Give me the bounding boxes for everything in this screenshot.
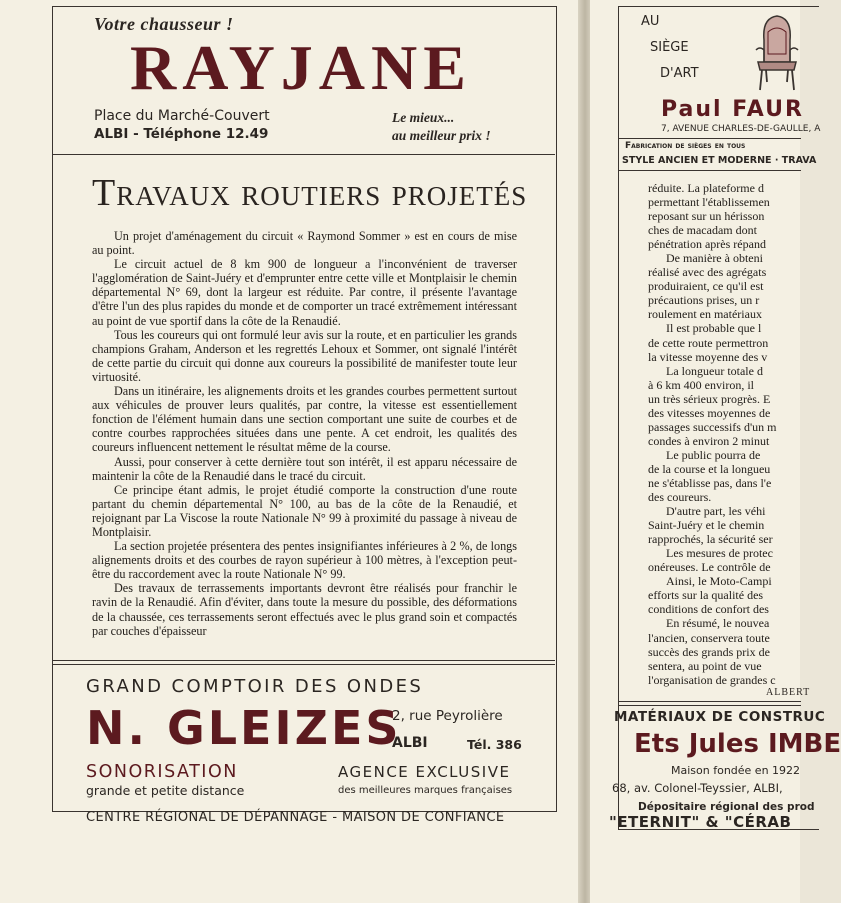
- article-paragraph: Dans un itinéraire, les alignements droits et les grandes courbes permettent surtout aux véhicules de prouver leurs qualités, par contre, la vitesse est essentiellement fonction de l'élément humain dans une section comportant une suite de courbes et de contre courbes rapprochées situées dans une pente. A cet endroit, les qualités des coureurs influencent nettement le résultat même de la course.: [92, 384, 517, 455]
- article-line: à 6 km 400 environ, il: [648, 377, 754, 392]
- article-line: Le public pourra de: [666, 447, 761, 462]
- article-line: précautions prises, un r: [648, 293, 760, 308]
- article-paragraph: Aussi, pour conserver à cette dernière tout son intérêt, il est apparu nécessaire de maintenir la côte de la Renaudié dans le tracé du circuit.: [92, 454, 517, 483]
- faure-thin-rule: [619, 138, 801, 139]
- article-paragraph: Un projet d'aménagement du circuit « Raymond Sommer » est en cours de mise au point.: [92, 229, 517, 258]
- imbert-depositary: Dépositaire régional des prod: [638, 801, 815, 813]
- gleizes-name: N. GLEIZES: [86, 701, 402, 755]
- article-line: Ainsi, le Moto-Campi: [666, 574, 772, 589]
- article-title: Travaux routiers projetés: [92, 172, 528, 214]
- article-line: roulement en matériaux: [648, 307, 762, 322]
- gleizes-agency-sub: des meilleures marques françaises: [338, 785, 513, 796]
- article-line: De manière à obteni: [666, 251, 763, 266]
- gleizes-city: ALBI: [392, 735, 428, 751]
- gleizes-footer: CENTRE RÉGIONAL DE DÉPANNAGE - MAISON DE CONFIANCE: [86, 810, 505, 825]
- article-line: de la course et la longueu: [648, 461, 771, 476]
- article-line: La longueur totale d: [666, 363, 763, 378]
- gleizes-street: 2, rue Peyrolière: [392, 708, 503, 724]
- article-line: produiraient, ce qu'il est: [648, 279, 764, 294]
- article-paragraph: La section projetée présentera des pentes insignifiantes inférieures à 2 %, de longs alignements droits et des courbes de rayon supérieur à 100 mètres, à l'exception peut-être du raccordement avec la route Nationale N° 99.: [92, 539, 517, 582]
- faure-style: STYLE ANCIEN ET MODERNE · TRAVA: [622, 155, 817, 166]
- article-line: de cette route permettron: [648, 335, 769, 350]
- article-line: réalisé avec des agrégats: [648, 265, 767, 280]
- article-line: l'ancien, conservera toute: [648, 630, 770, 645]
- article-continued: [648, 181, 808, 687]
- article-line: ne s'établisse pas, dans l'e: [648, 475, 772, 490]
- article-line: des coureurs.: [648, 490, 712, 505]
- article-line: des vitesses moyennes de: [648, 405, 771, 420]
- article-paragraph: Tous les coureurs qui ont formulé leur avis sur la route, et en particulier les grands champions Graham, Anderson et les regrettés Lehoux et Sommer, ont signalé l'intérêt de cette partie du circuit qui donne aux coureurs la possibilité de manifester toute leur virtuosité.: [92, 327, 517, 384]
- article-line: Il est probable que l: [666, 321, 762, 336]
- imbert-separator: [619, 701, 801, 706]
- rayjane-slogan-2: au meilleur prix !: [392, 128, 491, 143]
- rayjane-slogan-1: Le mieux...: [392, 110, 455, 125]
- imbert-header: MATÉRIAUX DE CONSTRUC: [614, 709, 826, 725]
- faure-line-1: AU: [641, 14, 660, 29]
- article-line: ches de macadam dont: [648, 223, 757, 238]
- imbert-address: 68, av. Colonel-Teyssier, ALBI,: [612, 781, 783, 795]
- gleizes-service-sub: grande et petite distance: [86, 783, 245, 798]
- article-line: D'autre part, les véhi: [666, 504, 766, 519]
- article-paragraph: Le circuit actuel de 8 km 900 de longueur a l'inconvénient de traverser l'agglomération de Saint-Juéry et d'emprunter entre cette ville et Montplaisir le chemin départemental N° 69, dont la largeur est réduite. Par contre, il présente l'avantage d'être l'un des plus rapides du monde et de comporter un tracé extrêmement intéressant au point de vue sportif dans la côte de la Renaudié.: [92, 257, 517, 328]
- imbert-brands: "ETERNIT" & "CÉRAB: [609, 813, 792, 831]
- article-paragraph: Ce principe étant admis, le projet étudié comporte la construction d'une route partant du chemin départemental N° 100, au bas de la côte de la Renaudié, et rejoignant par La Viscose la route Nationale N° 99 à proximité du passage à niveau de Montplaisir.: [92, 482, 517, 539]
- article-line: reposant sur un hérisson: [648, 209, 765, 224]
- faure-line-2: SIÈGE: [650, 40, 689, 55]
- article-line: succès des grands prix de: [648, 644, 770, 659]
- gleizes-agency: AGENCE EXCLUSIVE: [338, 763, 511, 781]
- imbert-name: Ets Jules IMBE: [634, 729, 841, 759]
- article-line: Les mesures de protec: [666, 546, 773, 561]
- article-line: onéreuses. Le contrôle de: [648, 560, 771, 575]
- rayjane-tagline: Votre chausseur !: [94, 14, 234, 34]
- article-line: Saint-Juéry et le chemin: [648, 518, 765, 533]
- faure-fabrication: Fabrication de sièges en tous: [625, 141, 746, 151]
- gleizes-separator: [53, 660, 555, 665]
- gleizes-service: SONORISATION: [86, 762, 238, 782]
- article-line: passages successifs d'un m: [648, 419, 777, 434]
- article-line: condes à environ 2 minut: [648, 433, 770, 448]
- article-line: pénétration après répand: [648, 237, 766, 252]
- article-line: En résumé, le nouvea: [666, 616, 770, 631]
- faure-separator: [619, 170, 801, 171]
- article-line: la vitesse moyenne des v: [648, 349, 768, 364]
- article-line: permettant l'établissemen: [648, 195, 770, 210]
- gleizes-header: GRAND COMPTOIR DES ONDES: [86, 676, 424, 697]
- article-paragraph: Des travaux de terrassements importants devront être réalisés pour franchir le ravin de la Renaudié. Afin d'éviter, dans toute la mesure du possible, des déformations de la chaussée, ces terrassements seront effectués avec le plus grand soin et compactés par couches d'épaisseur: [92, 581, 517, 638]
- article-body: [92, 229, 517, 638]
- faure-name: Paul FAUR: [661, 97, 804, 122]
- rayjane-city-phone: ALBI - Téléphone 12.49: [94, 126, 269, 142]
- article-line: sentera, au point de vue: [648, 658, 762, 673]
- faure-line-3: D'ART: [660, 66, 699, 81]
- armchair-icon: [752, 10, 802, 94]
- rayjane-address: Place du Marché-Couvert: [94, 108, 270, 124]
- imbert-founded: Maison fondée en 1922: [671, 764, 801, 777]
- article-line: réduite. La plateforme d: [648, 181, 764, 195]
- faure-address: 7, AVENUE CHARLES-DE-GAULLE, A: [661, 124, 821, 134]
- rayjane-brand: RAYJANE: [130, 32, 472, 103]
- article-signature: ALBERT: [766, 687, 811, 698]
- article-line: l'organisation de grandes c: [648, 672, 776, 687]
- article-line: efforts sur la qualité des: [648, 588, 764, 603]
- gleizes-phone: Tél. 386: [467, 737, 522, 752]
- article-line: un très sérieux progrès. E: [648, 391, 771, 406]
- article-line: rapprochés, la sécurité ser: [648, 532, 773, 547]
- article-line: conditions de confort des: [648, 602, 769, 617]
- rayjane-separator: [53, 154, 555, 155]
